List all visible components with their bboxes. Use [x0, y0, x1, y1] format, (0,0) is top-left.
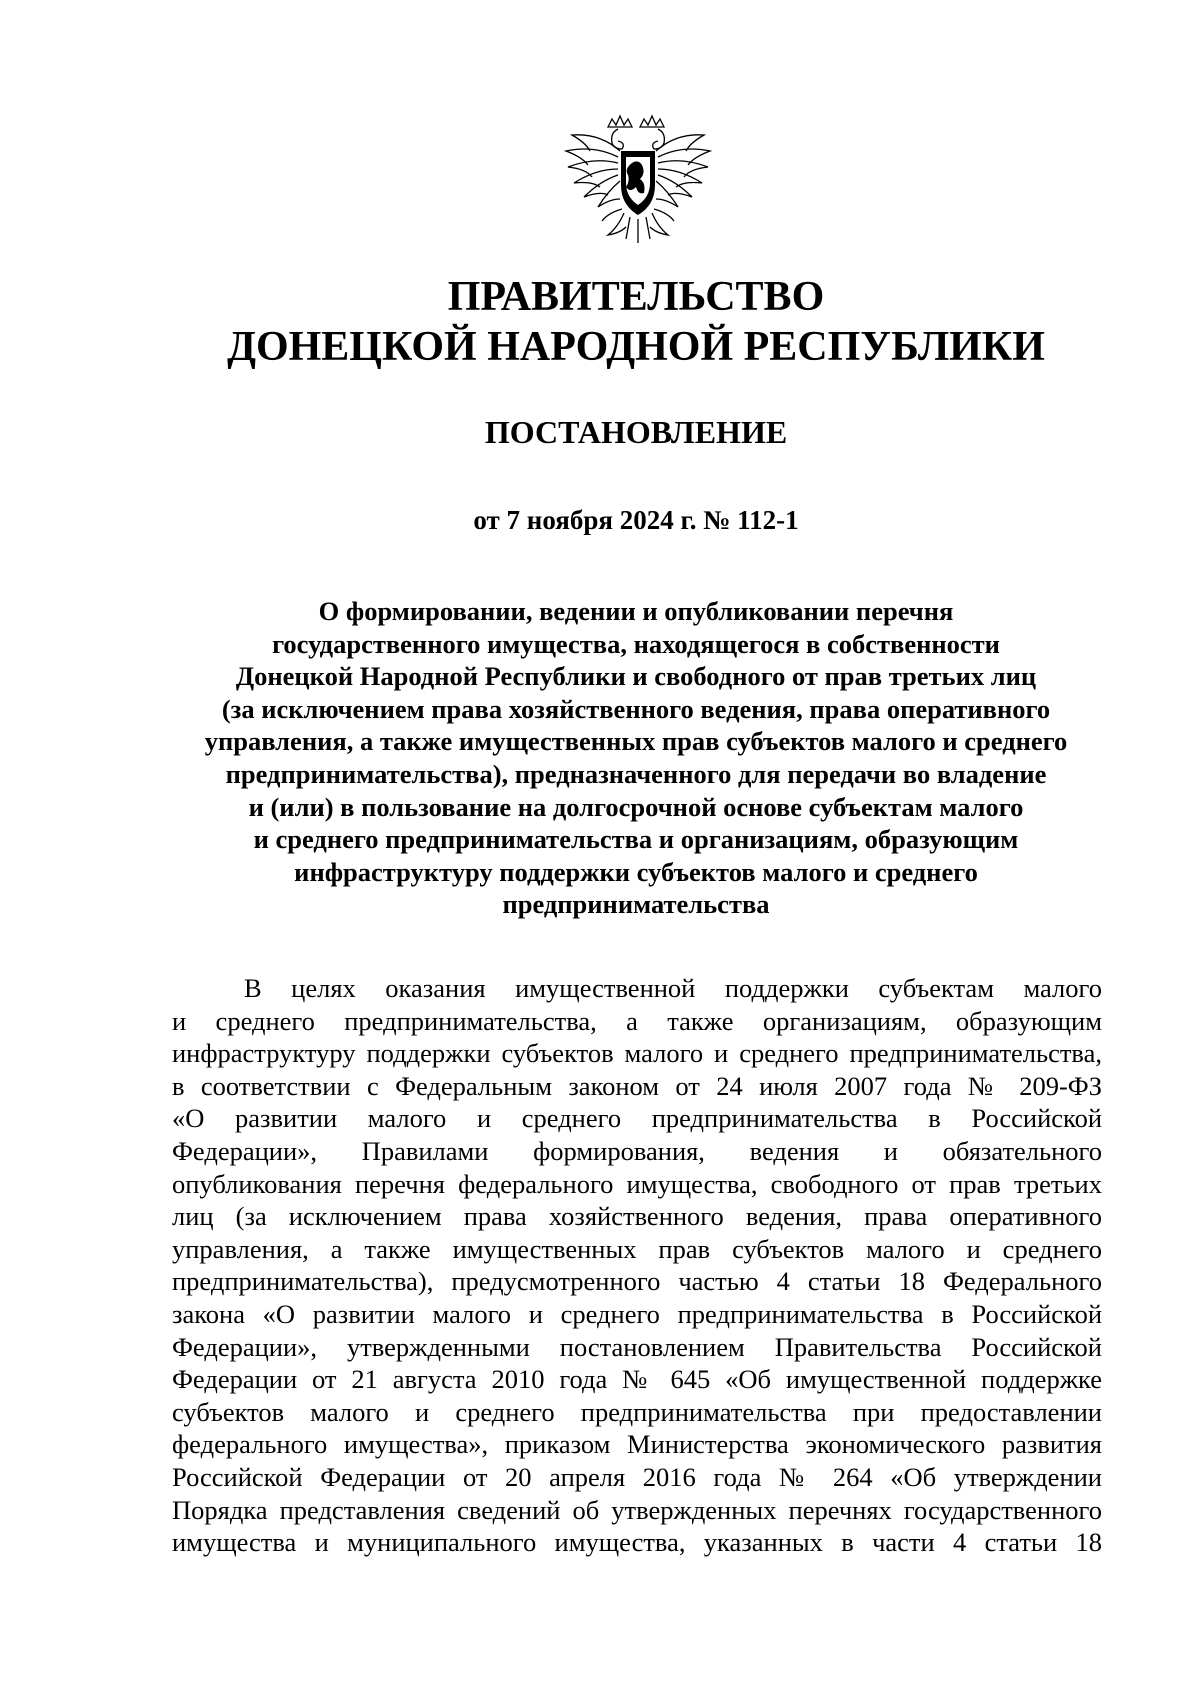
- title-line: предпринимательства: [502, 889, 770, 920]
- title-line: и (или) в пользование на долгосрочной основе субъектам малого: [248, 791, 1024, 822]
- body-line: опубликования перечня федерального имущества, свободного от прав третьих: [172, 1168, 1102, 1199]
- title-line: управления, а также имущественных прав субъектов малого и среднего: [204, 726, 1068, 757]
- body-line: в соответствии с Федеральным законом от 24 июля 2007 года № 209-ФЗ: [172, 1070, 1102, 1101]
- body-line: Федерации», утвержденными постановлением Правительства Российской: [172, 1331, 1102, 1362]
- body-line: предпринимательства), предусмотренного частью 4 статьи 18 Федерального: [172, 1266, 1102, 1297]
- organization-line: ПРАВИТЕЛЬСТВО: [447, 274, 825, 320]
- body-line: «О развитии малого и среднего предпринимательства в Российской: [172, 1103, 1102, 1134]
- title-line: (за исключением права хозяйственного ведения, права оперативного: [221, 693, 1051, 724]
- body-line: лиц (за исключением права хозяйственного ведения, права оперативного: [172, 1201, 1102, 1232]
- body-line: Федерации от 21 августа 2010 года № 645 «Об имущественной поддержке: [172, 1364, 1102, 1395]
- body-line: закона «О развитии малого и среднего предпринимательства в Российской: [172, 1298, 1102, 1329]
- body-line: Порядка представления сведений об утвержденных перечнях государственного: [172, 1494, 1102, 1525]
- body-line: управления, а также имущественных прав субъектов малого и среднего: [172, 1233, 1102, 1264]
- organization-line: ДОНЕЦКОЙ НАРОДНОЙ РЕСПУБЛИКИ: [227, 324, 1045, 370]
- organization-name: [200, 272, 1072, 372]
- body-line: субъектов малого и среднего предпринимательства при предоставлении: [172, 1396, 1102, 1427]
- title-line: предпринимательства), предназначенного для передачи во владение: [225, 758, 1047, 789]
- title-line: и среднего предпринимательства и организациям, образующим: [253, 824, 1019, 855]
- coat-of-arms-icon: [558, 113, 718, 250]
- title-line: О формировании, ведении и опубликовании перечня: [318, 596, 954, 626]
- body-line: имущества и муниципального имущества, указанных в части 4 статьи 18: [172, 1527, 1102, 1558]
- document-date-number: от 7 ноября 2024 г. № 112-1: [473, 505, 799, 535]
- title-line: инфраструктуру поддержки субъектов малого и среднего: [294, 856, 978, 887]
- body-line: В целях оказания имущественной поддержки субъектам малого: [244, 973, 1102, 1003]
- document-title: [170, 595, 1102, 921]
- body-line: и среднего предпринимательства, а также организациям, образующим: [172, 1005, 1102, 1036]
- title-line: Донецкой Народной Республики и свободного от прав третьих лиц: [235, 661, 1037, 692]
- title-line: государственного имущества, находящегося в собственности: [272, 628, 1000, 659]
- body-line: Федерации», Правилами формирования, ведения и обязательного: [172, 1135, 1102, 1166]
- body-line: Российской Федерации от 20 апреля 2016 года № 264 «Об утверждении: [172, 1461, 1102, 1492]
- document-type: ПОСТАНОВЛЕНИЕ: [484, 414, 788, 450]
- body-line: инфраструктуру поддержки субъектов малого и среднего предпринимательства,: [172, 1038, 1102, 1069]
- document-body: [172, 972, 1102, 1559]
- body-line: федерального имущества», приказом Министерства экономического развития: [172, 1429, 1102, 1460]
